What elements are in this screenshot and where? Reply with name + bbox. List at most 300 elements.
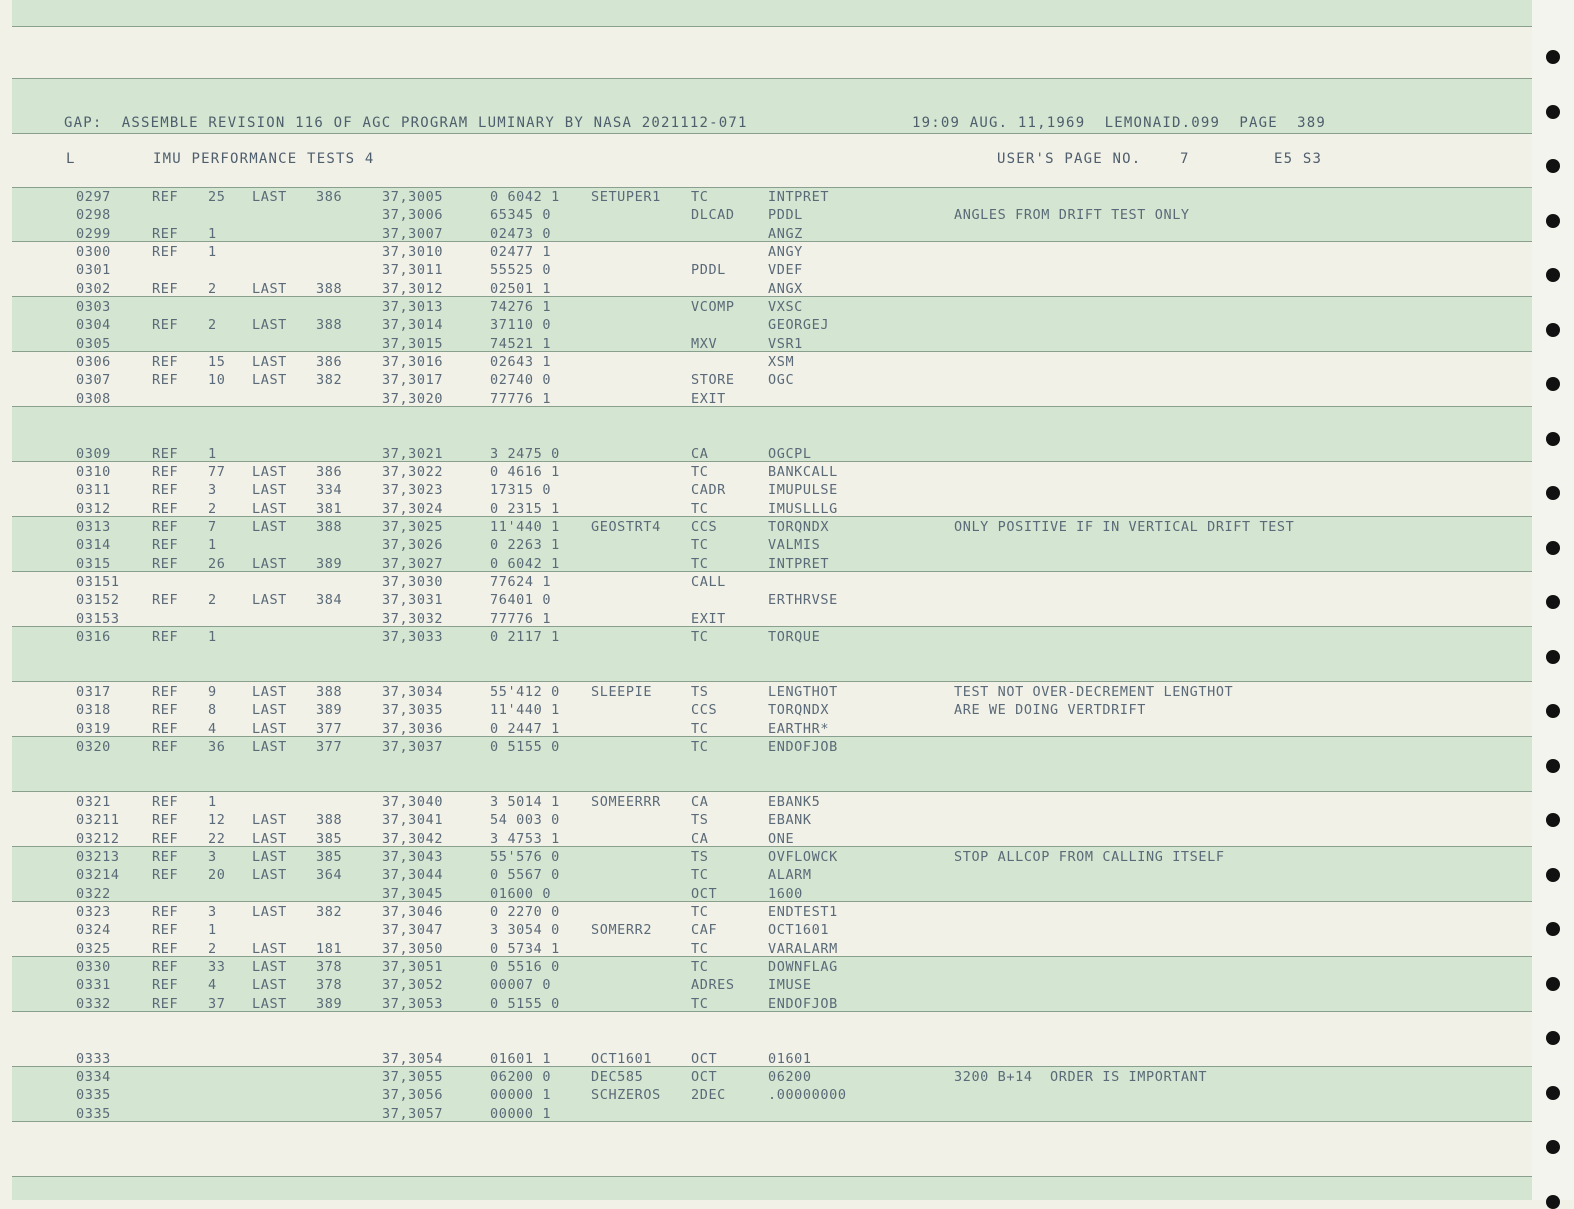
address: 37,3055 [382,1068,444,1085]
octal-value: 74521 1 [490,335,552,352]
listing-row [12,666,1532,684]
listing-row [12,207,1532,225]
operand: ENDTEST1 [768,903,838,920]
last-page: 388 [316,518,343,535]
ref-keyword: REF [152,995,179,1012]
octal-value: 17315 0 [490,482,552,499]
listing-row [12,941,1532,959]
address: 37,3007 [382,225,444,242]
address: 37,3005 [382,189,444,205]
listing-row [12,959,1532,977]
address: 37,3031 [382,592,444,609]
line-number: 0312 [76,500,111,517]
ref-keyword: REF [152,243,179,260]
address: 37,3021 [382,445,444,462]
last-keyword: LAST [252,189,287,205]
last-page: 384 [316,592,343,609]
ref-count: 1 [208,628,217,645]
listing-row [12,391,1532,409]
opcode: CA [691,445,709,462]
bank-code: E5 S3 [1274,151,1323,167]
listing-row [12,244,1532,262]
feed-hole [1546,759,1560,773]
paper-band [12,1176,1532,1200]
listing-row [12,537,1532,555]
address: 37,3037 [382,738,444,755]
address: 37,3026 [382,537,444,554]
listing-row [12,867,1532,885]
last-keyword: LAST [252,720,287,737]
opcode: ADRES [691,977,735,994]
octal-value: 02501 1 [490,280,552,297]
octal-value: 02740 0 [490,372,552,389]
line-number: 0323 [76,903,111,920]
listing-row [12,372,1532,390]
line-number: 0324 [76,922,111,939]
address: 37,3045 [382,885,444,902]
feed-hole [1546,1140,1560,1154]
ref-count: 33 [208,958,226,975]
ref-count: 2 [208,940,217,957]
opcode: TC [691,995,709,1012]
line-number: 0321 [76,793,111,810]
last-keyword: LAST [252,995,287,1012]
ref-count: 9 [208,683,217,700]
feed-hole [1546,432,1560,446]
last-page: 388 [316,317,343,334]
symbol-label: OCT1601 [591,1050,653,1067]
last-page: 364 [316,867,343,884]
octal-value: 77624 1 [490,573,552,590]
band-rule [12,78,1532,79]
listing-row [12,757,1532,775]
opcode: CA [691,830,709,847]
last-keyword: LAST [252,500,287,517]
last-keyword: LAST [252,977,287,994]
feed-hole [1546,50,1560,64]
operand: XSM [768,353,795,370]
operand: TORQNDX [768,518,830,535]
ref-count: 15 [208,353,226,370]
ref-count: 2 [208,317,217,334]
line-number: 0314 [76,537,111,554]
line-number: 0306 [76,353,111,370]
octal-value: 65345 0 [490,207,552,224]
octal-value: 37110 0 [490,317,552,334]
ref-keyword: REF [152,812,179,829]
octal-value: 0 2270 0 [490,903,560,920]
address: 37,3024 [382,500,444,517]
octal-value: 0 5567 0 [490,867,560,884]
opcode: CADR [691,482,726,499]
line-number: 0310 [76,463,111,480]
opcode: TC [691,903,709,920]
line-number: 0334 [76,1068,111,1085]
listing-row [12,482,1532,500]
listing-row [12,1051,1532,1069]
opcode: TS [691,848,709,865]
octal-value: 11'440 1 [490,518,560,535]
last-keyword: LAST [252,372,287,389]
listing-row [12,721,1532,739]
address: 37,3047 [382,922,444,939]
listing-row [12,189,1532,207]
last-page: 385 [316,830,343,847]
operand: GEORGEJ [768,317,830,334]
section-title: IMU PERFORMANCE TESTS 4 [153,151,375,167]
feed-hole [1546,650,1560,664]
ref-count: 7 [208,518,217,535]
last-page: 389 [316,702,343,719]
octal-value: 02477 1 [490,243,552,260]
ref-count: 3 [208,903,217,920]
last-page: 388 [316,683,343,700]
operand: LENGTHOT [768,683,838,700]
feed-hole [1546,159,1560,173]
address: 37,3032 [382,610,444,627]
last-keyword: LAST [252,940,287,957]
octal-value: 55'576 0 [490,848,560,865]
octal-value: 3 4753 1 [490,830,560,847]
ref-keyword: REF [152,189,179,205]
operand: VXSC [768,298,803,315]
octal-value: 0 2117 1 [490,628,560,645]
ref-keyword: REF [152,958,179,975]
comment: ANGLES FROM DRIFT TEST ONLY [954,207,1190,224]
line-number: 03214 [76,867,120,884]
band-rule [12,187,1532,188]
octal-value: 0 6042 1 [490,189,560,205]
last-keyword: LAST [252,738,287,755]
line-number: 0308 [76,390,111,407]
opcode: TC [691,940,709,957]
ref-count: 10 [208,372,226,389]
operand: VDEF [768,262,803,279]
ref-keyword: REF [152,940,179,957]
address: 37,3043 [382,848,444,865]
line-number: 0307 [76,372,111,389]
address: 37,3052 [382,977,444,994]
line-number: 03211 [76,812,120,829]
header-title: GAP: ASSEMBLE REVISION 116 OF AGC PROGRAM LUMINARY BY NASA 2021112-071 [64,115,748,131]
ref-keyword: REF [152,793,179,810]
opcode: DLCAD [691,207,735,224]
last-keyword: LAST [252,317,287,334]
listing-row [12,904,1532,922]
feed-hole [1546,977,1560,991]
listing-row [12,629,1532,647]
opcode: CA [691,793,709,810]
line-number: 0313 [76,518,111,535]
ref-keyword: REF [152,372,179,389]
printout-sheet [12,0,1532,1200]
symbol-label: SOMEERRR [591,793,661,810]
octal-value: 77776 1 [490,390,552,407]
last-page: 385 [316,848,343,865]
last-page: 388 [316,280,343,297]
ref-count: 4 [208,720,217,737]
line-number: 0318 [76,702,111,719]
last-page: 381 [316,500,343,517]
last-keyword: LAST [252,812,287,829]
line-number: 03152 [76,592,120,609]
listing-row [12,354,1532,372]
last-keyword: LAST [252,280,287,297]
address: 37,3051 [382,958,444,975]
operand: ALARM [768,867,812,884]
opcode: EXIT [691,610,726,627]
octal-value: 55525 0 [490,262,552,279]
operand: OVFLOWCK [768,848,838,865]
last-keyword: LAST [252,830,287,847]
last-page: 334 [316,482,343,499]
ref-count: 1 [208,537,217,554]
listing-row [12,1032,1532,1050]
last-keyword: LAST [252,702,287,719]
line-number: 0304 [76,317,111,334]
ref-count: 37 [208,995,226,1012]
line-number: 03151 [76,573,120,590]
opcode: TC [691,628,709,645]
opcode: TC [691,463,709,480]
last-keyword: LAST [252,848,287,865]
line-number: 0333 [76,1050,111,1067]
ref-keyword: REF [152,592,179,609]
ref-keyword: REF [152,317,179,334]
address: 37,3016 [382,353,444,370]
address: 37,3056 [382,1087,444,1104]
operand: OGCPL [768,445,812,462]
address: 37,3015 [382,335,444,352]
symbol-label: SETUPER1 [591,189,661,205]
last-page: 386 [316,353,343,370]
feed-hole [1546,1031,1560,1045]
ref-keyword: REF [152,463,179,480]
opcode: TS [691,683,709,700]
symbol-label: DEC585 [591,1068,644,1085]
ref-keyword: REF [152,848,179,865]
tractor-feed-strip [1532,0,1574,1200]
ref-keyword: REF [152,225,179,242]
ref-keyword: REF [152,445,179,462]
octal-value: 0 2263 1 [490,537,560,554]
ref-keyword: REF [152,353,179,370]
symbol-label: SOMERR2 [591,922,653,939]
listing-row [12,592,1532,610]
opcode: TS [691,812,709,829]
line-number: 0297 [76,189,111,205]
ref-keyword: REF [152,537,179,554]
line-number: 0299 [76,225,111,242]
last-page: 386 [316,463,343,480]
listing-row [12,574,1532,592]
ref-count: 2 [208,592,217,609]
operand: ONE [768,830,795,847]
ref-keyword: REF [152,555,179,572]
listing-row [12,1069,1532,1087]
opcode: TC [691,958,709,975]
opcode: TC [691,720,709,737]
octal-value: 77776 1 [490,610,552,627]
listing-row [12,886,1532,904]
line-number: 0319 [76,720,111,737]
feed-hole [1546,813,1560,827]
opcode: TC [691,537,709,554]
ref-count: 36 [208,738,226,755]
octal-value: 0 2315 1 [490,500,560,517]
line-number: 0311 [76,482,111,499]
comment: ONLY POSITIVE IF IN VERTICAL DRIFT TEST [954,518,1295,535]
address: 37,3050 [382,940,444,957]
last-page: 378 [316,958,343,975]
octal-value: 00000 1 [490,1087,552,1104]
octal-value: 00007 0 [490,977,552,994]
opcode: PDDL [691,262,726,279]
listing-row [12,556,1532,574]
operand: VSR1 [768,335,803,352]
listing-row [12,464,1532,482]
operand: VALMIS [768,537,821,554]
listing-row [12,501,1532,519]
ref-keyword: REF [152,518,179,535]
octal-value: 3 3054 0 [490,922,560,939]
ref-count: 3 [208,482,217,499]
last-keyword: LAST [252,867,287,884]
octal-value: 02643 1 [490,353,552,370]
listing-row [12,281,1532,299]
ref-count: 26 [208,555,226,572]
opcode: VCOMP [691,298,735,315]
feed-hole [1546,323,1560,337]
octal-value: 0 6042 1 [490,555,560,572]
ref-keyword: REF [152,830,179,847]
listing-row [12,1106,1532,1124]
octal-value: 11'440 1 [490,702,560,719]
line-number: 0317 [76,683,111,700]
ref-keyword: REF [152,922,179,939]
ref-count: 1 [208,445,217,462]
address: 37,3014 [382,317,444,334]
operand: OCT1601 [768,922,830,939]
symbol-label: GEOSTRT4 [591,518,661,535]
octal-value: 01601 1 [490,1050,552,1067]
operand: VARALARM [768,940,838,957]
last-page: 181 [316,940,343,957]
listing-row [12,739,1532,757]
feed-hole [1546,541,1560,555]
address: 37,3044 [382,867,444,884]
listing-row [12,446,1532,464]
address: 37,3023 [382,482,444,499]
address: 37,3030 [382,573,444,590]
ref-keyword: REF [152,628,179,645]
address: 37,3046 [382,903,444,920]
listing-row [12,409,1532,427]
line-number: 0316 [76,628,111,645]
opcode: TC [691,867,709,884]
comment: STOP ALLCOP FROM CALLING ITSELF [954,848,1225,865]
listing-row [12,427,1532,445]
address: 37,3022 [382,463,444,480]
octal-value: 0 5734 1 [490,940,560,957]
ref-keyword: REF [152,683,179,700]
comment: TEST NOT OVER-DECREMENT LENGTHOT [954,683,1234,700]
opcode: CALL [691,573,726,590]
line-number: 03213 [76,848,120,865]
last-page: 389 [316,995,343,1012]
last-page: 388 [316,812,343,829]
last-keyword: LAST [252,592,287,609]
ref-count: 3 [208,848,217,865]
opcode: STORE [691,372,735,389]
listing-row [12,519,1532,537]
octal-value: 0 2447 1 [490,720,560,737]
band-rule [12,133,1532,134]
ref-count: 77 [208,463,226,480]
last-keyword: LAST [252,518,287,535]
address: 37,3010 [382,243,444,260]
address: 37,3013 [382,298,444,315]
listing-row [12,1014,1532,1032]
ref-count: 4 [208,977,217,994]
ref-keyword: REF [152,738,179,755]
address: 37,3040 [382,793,444,810]
feed-hole [1546,1086,1560,1100]
operand: IMUSE [768,977,812,994]
operand: INTPRET [768,555,830,572]
ref-count: 1 [208,922,217,939]
header-level: L [66,151,76,167]
line-number: 0325 [76,940,111,957]
operand: 06200 [768,1068,812,1085]
operand: TORQNDX [768,702,830,719]
opcode: TC [691,189,709,205]
line-number: 03212 [76,830,120,847]
listing-row [12,812,1532,830]
listing-row [12,977,1532,995]
listing-row [12,849,1532,867]
ref-keyword: REF [152,720,179,737]
operand: ANGZ [768,225,803,242]
feed-hole [1546,377,1560,391]
line-number: 0332 [76,995,111,1012]
operand: OGC [768,372,795,389]
users-page-number: USER'S PAGE NO. 7 [997,151,1190,167]
last-keyword: LAST [252,463,287,480]
operand: IMUSLLLG [768,500,838,517]
octal-value: 0 4616 1 [490,463,560,480]
feed-hole [1546,922,1560,936]
opcode: OCT [691,1068,718,1085]
opcode: OCT [691,1050,718,1067]
listing-row [12,794,1532,812]
feed-hole [1546,1195,1560,1209]
operand: ERTHRVSE [768,592,838,609]
octal-value: 76401 0 [490,592,552,609]
ref-keyword: REF [152,867,179,884]
header-timestamp: 19:09 AUG. 11,1969 LEMONAID.099 PAGE 389 [912,115,1327,131]
operand: EBANK5 [768,793,821,810]
comment: 3200 B+14 ORDER IS IMPORTANT [954,1068,1208,1085]
octal-value: 3 2475 0 [490,445,560,462]
feed-hole [1546,486,1560,500]
listing-row [12,262,1532,280]
octal-value: 02473 0 [490,225,552,242]
feed-hole [1546,268,1560,282]
line-number: 0303 [76,298,111,315]
ref-count: 1 [208,243,217,260]
band-rule [12,1176,1532,1177]
